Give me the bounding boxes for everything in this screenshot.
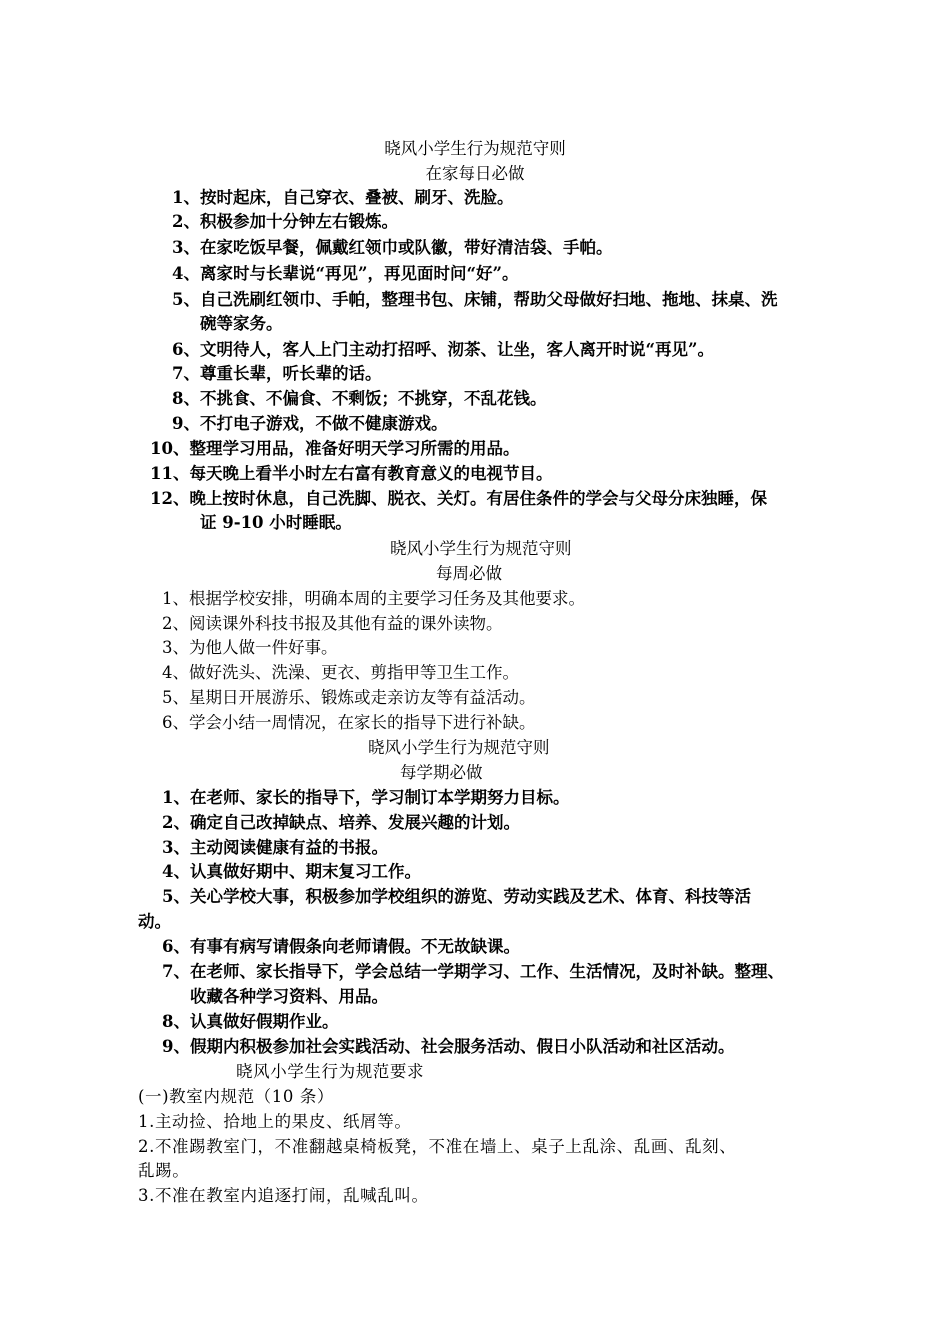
list-item: 5、关心学校大事，积极参加学校组织的游览、劳动实践及艺术、体育、科技等活	[162, 887, 751, 906]
list-item: 2、阅读课外科技书报及其他有益的课外读物。	[162, 614, 503, 633]
list-item: 3.不准在教室内追逐打闹，乱喊乱叫。	[138, 1186, 429, 1205]
list-item: 8、认真做好假期作业。	[162, 1012, 339, 1031]
section4-title: 晓风小学生行为规范要求	[236, 1062, 425, 1081]
list-item: 4、做好洗头、洗澡、更衣、剪指甲等卫生工作。	[162, 663, 519, 682]
list-item: 3、为他人做一件好事。	[162, 638, 338, 657]
list-item: 11、每天晚上看半小时左右富有教育意义的电视节目。	[150, 464, 553, 483]
list-item: 12、晚上按时休息，自己洗脚、脱衣、关灯。有居住条件的学会与父母分床独睡，保	[150, 489, 767, 508]
list-item-continuation: 乱踢。	[138, 1161, 190, 1180]
list-item: 6、学会小结一周情况，在家长的指导下进行补缺。	[162, 713, 536, 732]
list-item: 8、不挑食、不偏食、不剩饭；不挑穿，不乱花钱。	[172, 389, 547, 408]
list-item: 2.不准踢教室门，不准翻越桌椅板凳，不准在墙上、桌子上乱涂、乱画、乱刻、	[138, 1137, 737, 1156]
list-item: 1.主动捡、拾地上的果皮、纸屑等。	[138, 1112, 412, 1131]
list-item-continuation: 动。	[138, 912, 171, 931]
list-item: 3、主动阅读健康有益的书报。	[162, 838, 388, 857]
section1-subtitle: 在家每日必做	[425, 164, 525, 183]
section2-title: 晓风小学生行为规范守则	[390, 539, 572, 558]
list-item: 5、自己洗刷红领巾、手帕，整理书包、床铺，帮助父母做好扫地、拖地、抹桌、洗	[172, 290, 778, 309]
list-item: 2、积极参加十分钟左右锻炼。	[172, 212, 398, 231]
list-item: 1、根据学校安排，明确本周的主要学习任务及其他要求。	[162, 589, 585, 608]
list-item: 1、在老师、家长的指导下，学习制订本学期努力目标。	[162, 788, 570, 807]
list-item: 9、假期内积极参加社会实践活动、社会服务活动、假日小队活动和社区活动。	[162, 1037, 735, 1056]
list-item: 2、确定自己改掉缺点、培养、发展兴趣的计划。	[162, 813, 520, 832]
list-item: 7、在老师、家长指导下，学会总结一学期学习、工作、生活情况，及时补缺。整理、	[162, 962, 784, 981]
list-item: 7、尊重长辈，听长辈的话。	[172, 364, 382, 383]
list-item: 6、有事有病写请假条向老师请假。不无故缺课。	[162, 937, 520, 956]
list-item-continuation: 碗等家务。	[200, 314, 283, 333]
list-item: 4、认真做好期中、期末复习工作。	[162, 862, 421, 881]
list-item: 6、文明待人，客人上门主动打招呼、沏茶、让坐，客人离开时说“再见”。	[172, 340, 714, 359]
section3-subtitle: 每学期必做	[400, 763, 483, 782]
list-item-continuation: 收藏各种学习资料、用品。	[190, 987, 388, 1006]
list-item: 5、星期日开展游乐、锻炼或走亲访友等有益活动。	[162, 688, 536, 707]
list-item: 9、不打电子游戏，不做不健康游戏。	[172, 414, 448, 433]
list-item: 3、在家吃饭早餐，佩戴红领巾或队徽，带好清洁袋、手帕。	[172, 238, 613, 257]
section4-subtitle: (一)教室内规范（10 条）	[138, 1087, 335, 1106]
list-item: 10、整理学习用品，准备好明天学习所需的用品。	[150, 439, 520, 458]
list-item: 4、离家时与长辈说“再见”，再见面时问“好”。	[172, 264, 519, 283]
section1-title: 晓风小学生行为规范守则	[384, 139, 566, 158]
section2-subtitle: 每周必做	[436, 564, 502, 583]
section3-title: 晓风小学生行为规范守则	[368, 738, 550, 757]
list-item: 1、按时起床，自己穿衣、叠被、刷牙、洗脸。	[172, 188, 514, 207]
list-item-continuation: 证 9-10 小时睡眠。	[200, 513, 352, 532]
